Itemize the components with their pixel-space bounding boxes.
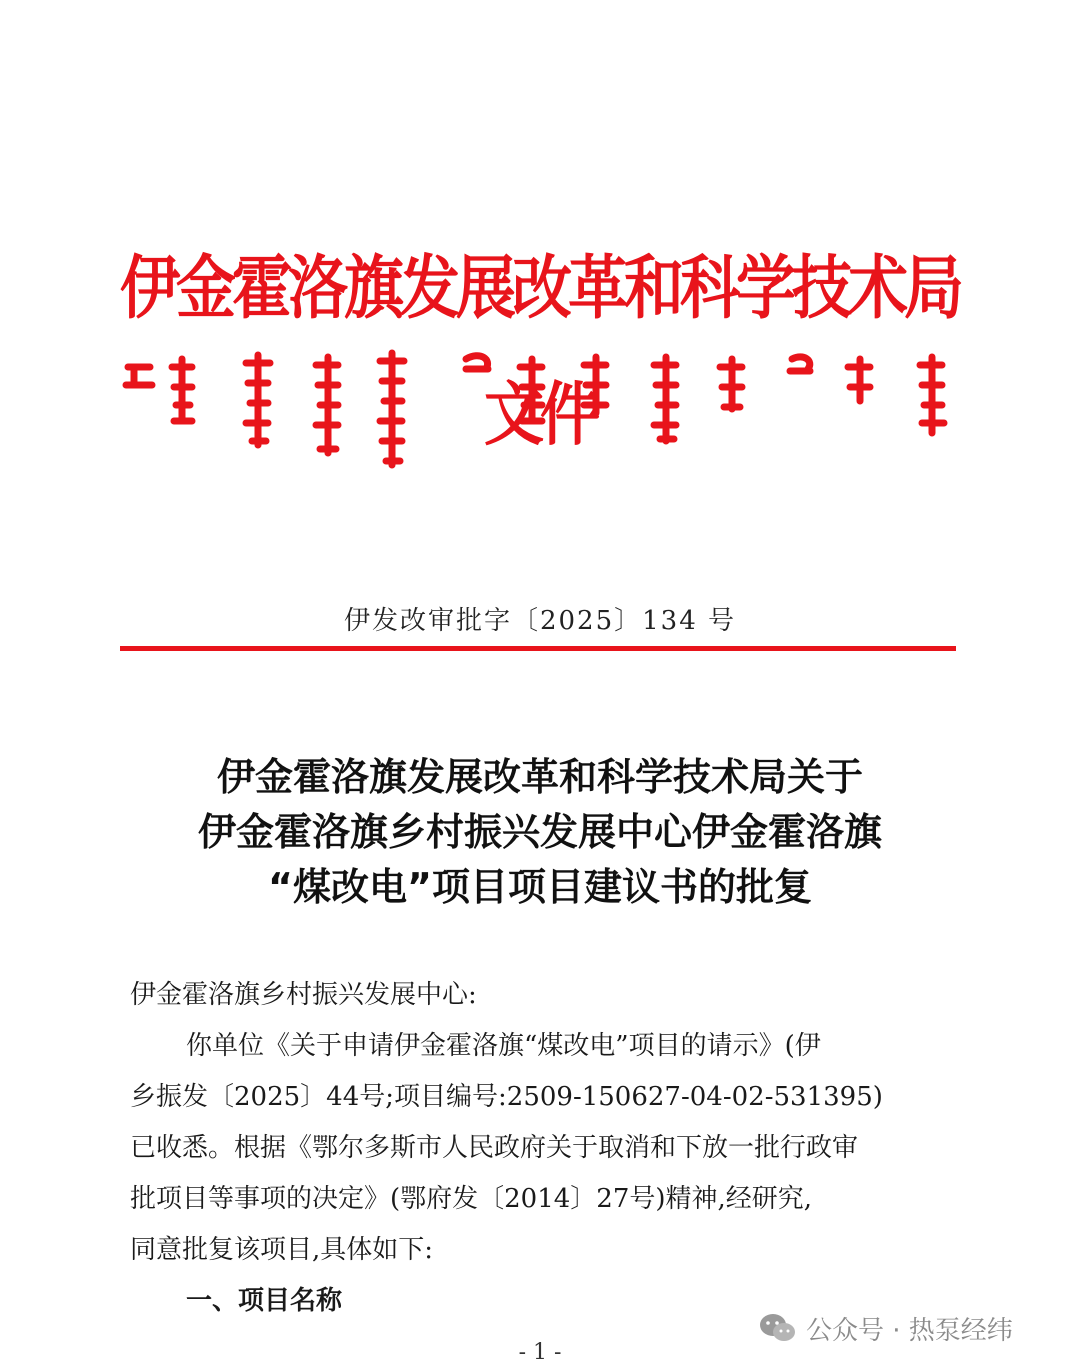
section-heading: 一、项目名称 bbox=[186, 1286, 343, 1316]
body-line: 同意批复该项目,具体如下: bbox=[130, 1235, 434, 1265]
document-body bbox=[130, 970, 970, 1327]
watermark-text: 公众号 · 热泵经纬 bbox=[806, 1315, 1013, 1346]
mongolian-script-header bbox=[120, 345, 960, 475]
header-title: 伊金霍洛旗发展改革和科学技术局文件 bbox=[120, 248, 960, 455]
red-divider-line bbox=[120, 646, 956, 651]
body-line: 你单位《关于申请伊金霍洛旗“煤改电”项目的请示》(伊 bbox=[186, 1031, 821, 1061]
addressee: 伊金霍洛旗乡村振兴发展中心: bbox=[130, 980, 477, 1010]
title-line: 伊金霍洛旗乡村振兴发展中心伊金霍洛旗 bbox=[197, 810, 882, 854]
body-line: 乡振发〔2025〕44号;项目编号:2509-150627-04-02-531395) bbox=[130, 1082, 883, 1112]
title-line: 伊金霍洛旗发展改革和科学技术局关于 bbox=[216, 755, 863, 799]
body-line: 已收悉。根据《鄂尔多斯市人民政府关于取消和下放一批行政审 bbox=[130, 1133, 859, 1163]
document-number: 伊发改审批字〔2025〕134 号 bbox=[343, 606, 737, 636]
document-title bbox=[100, 750, 980, 915]
title-line: “煤改电”项目项目建议书的批复 bbox=[268, 865, 812, 909]
page-number: - 1 - bbox=[518, 1340, 562, 1365]
body-line: 批项目等事项的决定》(鄂府发〔2014〕27号)精神,经研究, bbox=[130, 1184, 813, 1214]
